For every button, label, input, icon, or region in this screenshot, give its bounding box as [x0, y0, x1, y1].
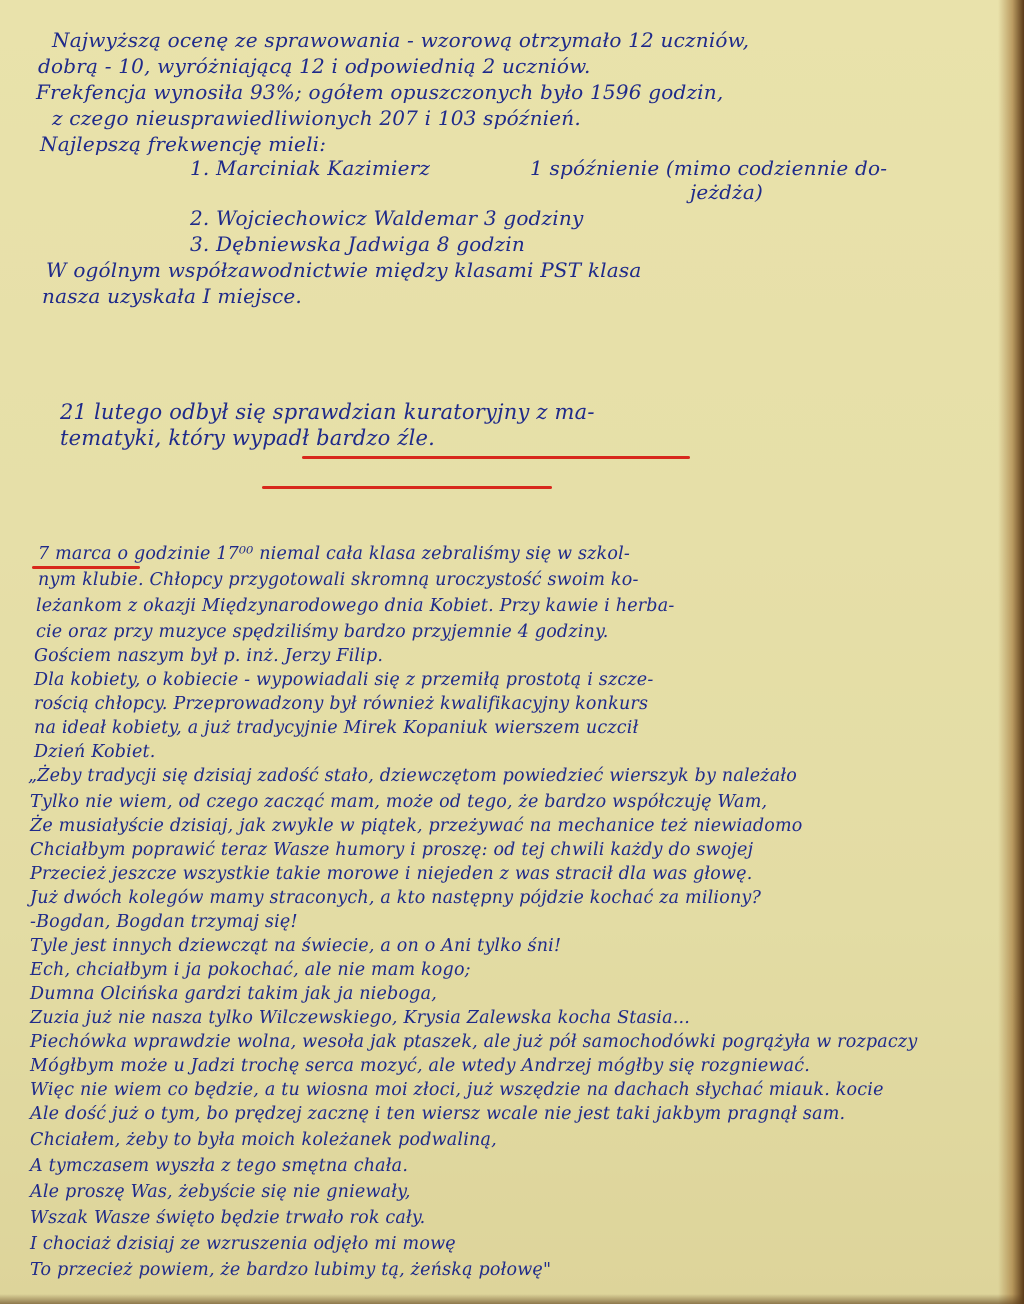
poem-line: „Żeby tradycji się dzisiaj zadość stało, dziewczętom powiedzieć wierszyk by należało: [28, 766, 797, 786]
text-line: z czego nieusprawiedliwionych 207 i 103 spóźnień.: [52, 106, 581, 130]
poem-line: Tyle jest innych dziewcząt na świecie, a on o Ani tylko śni!: [30, 936, 562, 956]
poem-line: Mógłbym może u Jadzi trochę serca mozyć, ale wtedy Andrzej mógłby się rozgniewać.: [30, 1056, 810, 1076]
poem-line: Już dwóch kolegów mamy straconych, a kto następny pójdzie kochać za miliony?: [30, 888, 762, 908]
poem-line: Że musiałyście dzisiaj, jak zwykle w piątek, przeżywać na mechanice też niewiadomo: [30, 816, 803, 836]
poem-line: Przecież jeszcze wszystkie takie morowe i niejeden z was stracił dla was głowę.: [30, 864, 753, 884]
poem-line: Zuzia już nie nasza tylko Wilczewskiego, Krysia Zalewska kocha Stasia...: [30, 1008, 691, 1028]
poem-line: Dumna Olcińska gardzi takim jak ja nieboga,: [30, 984, 437, 1004]
text-line: 1 spóźnienie (mimo codziennie do-: [530, 156, 888, 180]
text-line: rością chłopcy. Przeprowadzony był również kwalifikacyjny konkurs: [34, 694, 649, 714]
text-line: Dzień Kobiet.: [34, 742, 156, 762]
poem-line: Tylko nie wiem, od czego zacząć mam, może od tego, że bardzo współczuję Wam,: [30, 792, 768, 812]
poem-line: Chciałbym poprawić teraz Wasze humory i proszę: od tej chwili każdy do swojej: [30, 840, 754, 860]
section-divider: [262, 486, 552, 489]
text-line: jeżdża): [690, 180, 764, 204]
poem-line: To przecież powiem, że bardzo lubimy tą, żeńską połowę": [30, 1260, 552, 1280]
text-line: 3. Dębniewska Jadwiga 8 godzin: [190, 232, 525, 256]
poem-line: A tymczasem wyszła z tego smętna chała.: [30, 1156, 409, 1176]
date-underline: [32, 566, 140, 569]
text-line: W ogólnym współzawodnictwie między klasami PST klasa: [46, 258, 642, 282]
text-line: Najwyższą ocenę ze sprawowania - wzorową otrzymało 12 uczniów,: [52, 28, 750, 52]
poem-line: Ech, chciałbym i ja pokochać, ale nie mam kogo;: [30, 960, 471, 980]
text-line: tematyki, który wypadł bardzo źle.: [60, 426, 436, 450]
poem-line: Chciałem, żeby to była moich koleżanek podwaliną,: [30, 1130, 497, 1150]
poem-line: Piechówka wprawdzie wolna, wesoła jak ptaszek, ale już pół samochodówki pogrążyła w rozpaczy: [30, 1032, 918, 1052]
text-line: 2. Wojciechowicz Waldemar 3 godziny: [190, 206, 584, 230]
text-line: nasza uzyskała I miejsce.: [42, 284, 302, 308]
text-line: Dla kobiety, o kobiecie - wypowiadali się z przemiłą prostotą i szcze-: [34, 670, 654, 690]
poem-line: Więc nie wiem co będzie, a tu wiosna moi złoci, już wszędzie na dachach słychać miauk. kocie: [30, 1080, 884, 1100]
page-edge-shadow: [998, 0, 1024, 1304]
poem-line: Wszak Wasze święto będzie trwało rok cały.: [30, 1208, 426, 1228]
text-line: 1. Marciniak Kazimierz: [190, 156, 431, 180]
poem-line: Ale proszę Was, żebyście się nie gniewały,: [30, 1182, 411, 1202]
section-divider: [302, 456, 690, 459]
text-line: Najlepszą frekwencję mieli:: [40, 132, 327, 156]
text-line: Frekfencja wynosiła 93%; ogółem opuszczonych było 1596 godzin,: [36, 80, 724, 104]
text-line: nym klubie. Chłopcy przygotowali skromną uroczystość swoim ko-: [38, 570, 639, 590]
text-line: cie oraz przy muzyce spędziliśmy bardzo przyjemnie 4 godziny.: [36, 622, 609, 642]
text-line: leżankom z okazji Międzynarodowego dnia Kobiet. Przy kawie i herba-: [36, 596, 675, 616]
poem-line: Ale dość już o tym, bo prędzej zacznę i ten wiersz wcale nie jest taki jakbym pragnął sam.: [30, 1104, 846, 1124]
poem-line: -Bogdan, Bogdan trzymaj się!: [30, 912, 298, 932]
text-line: 21 lutego odbył się sprawdzian kuratoryjny z ma-: [60, 400, 595, 424]
poem-line: I chociaż dzisiaj ze wzruszenia odjęło mi mowę: [30, 1234, 456, 1254]
text-line: 7 marca o godzinie 17⁰⁰ niemal cała klasa zebraliśmy się w szkol-: [38, 544, 631, 564]
text-line: na ideał kobiety, a już tradycyjnie Mirek Kopaniuk wierszem uczcił: [34, 718, 639, 738]
text-line: dobrą - 10, wyróżniającą 12 i odpowiednią 2 uczniów.: [38, 54, 591, 78]
page-edge-shadow: [0, 1294, 1024, 1304]
text-line: Gościem naszym był p. inż. Jerzy Filip.: [34, 646, 384, 666]
